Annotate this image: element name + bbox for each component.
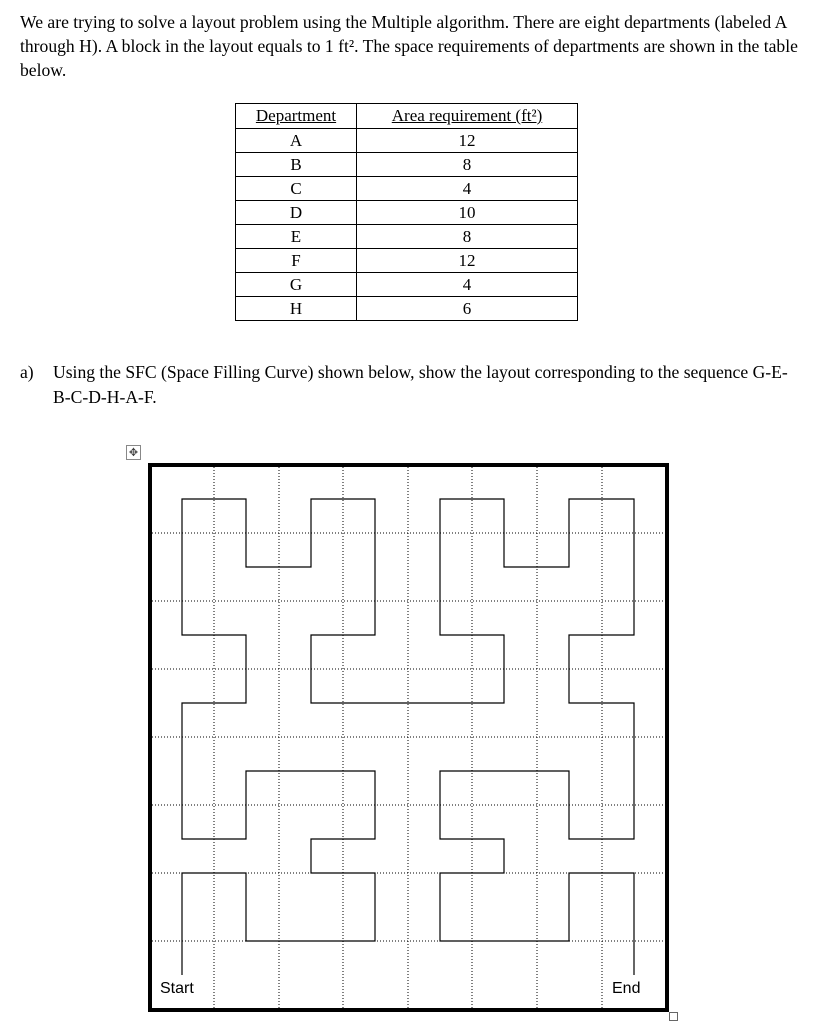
area-cell: 4: [357, 177, 578, 201]
dept-cell: C: [236, 177, 357, 201]
start-label: Start: [160, 980, 194, 997]
resize-handle-icon[interactable]: [669, 1012, 678, 1021]
dept-cell: A: [236, 129, 357, 153]
dept-cell: E: [236, 225, 357, 249]
dept-cell: G: [236, 273, 357, 297]
area-cell: 8: [357, 225, 578, 249]
end-label: End: [612, 980, 641, 997]
dept-cell: D: [236, 201, 357, 225]
move-icon[interactable]: ✥: [126, 445, 141, 460]
question-text: Using the SFC (Space Filling Curve) shown below, show the layout corresponding to the sequence G-E-B-C-D-H-A-F.: [53, 362, 788, 407]
area-cell: 12: [357, 129, 578, 153]
area-cell: 4: [357, 273, 578, 297]
dept-cell: H: [236, 297, 357, 321]
dept-cell: B: [236, 153, 357, 177]
header-department: Department: [236, 104, 357, 129]
dept-cell: F: [236, 249, 357, 273]
area-cell: 8: [357, 153, 578, 177]
dotted-gridlines: [152, 467, 665, 1008]
area-cell: 12: [357, 249, 578, 273]
intro-paragraph: We are trying to solve a layout problem using the Multiple algorithm. There are eight departments (labeled A through H). A block in the layout equals to 1 ft². The space requirements of departments are shown in the table below.: [20, 12, 798, 80]
question-label: a): [20, 362, 34, 382]
area-cell: 10: [357, 201, 578, 225]
header-area: Area requirement (ft²): [357, 104, 578, 129]
area-cell: 6: [357, 297, 578, 321]
